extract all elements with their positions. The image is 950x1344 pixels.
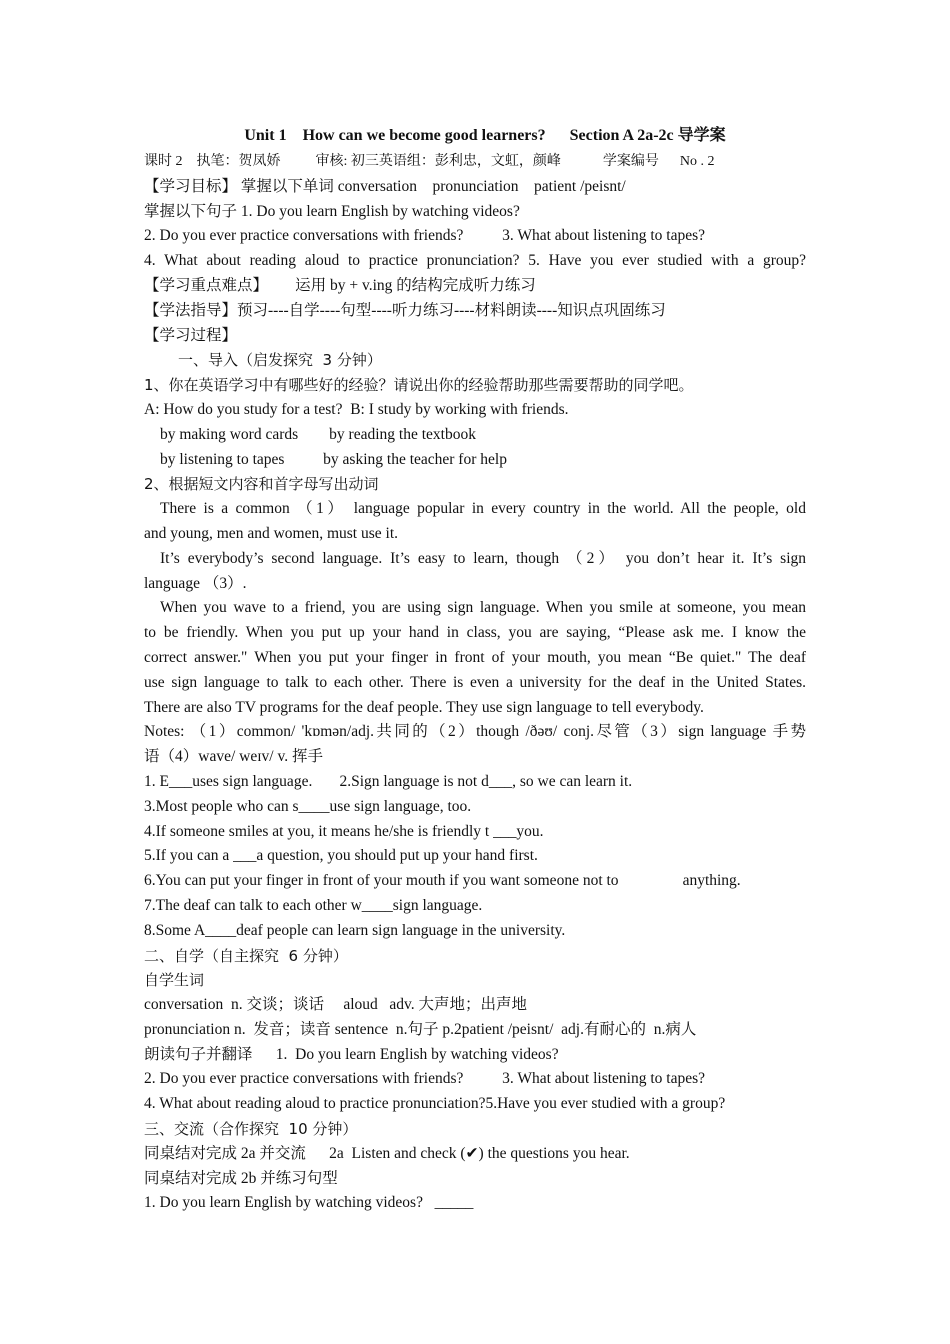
vocab-title: 自学生词 bbox=[144, 971, 205, 990]
passage-line: There are also TV programs for the deaf people. They use sign language to tell everybody. bbox=[144, 698, 704, 716]
worksheet-meta: 课时 2 执笔：贺凤娇 审核: 初三英语组：彭利忠，文虹，颜峰 学案编号 No . 2 bbox=[144, 154, 715, 169]
dialog-line: A: How do you study for a test? B: I study by working with friends. bbox=[144, 400, 569, 418]
question-1: 1、你在英语学习中有哪些好的经验？请说出你的经验帮助那些需要帮助的同学吧。 bbox=[144, 376, 694, 395]
section-2-heading: 二、自学（自主探究 6 分钟） bbox=[144, 946, 348, 965]
section-1-heading: 一、导入（启发探究 3 分钟） bbox=[178, 351, 382, 370]
objectives-line-2: 掌握以下句子 1. Do you learn English by watching videos? bbox=[144, 202, 520, 220]
key-points: 【学习重点难点】 运用 by + v.ing 的结构完成听力练习 bbox=[144, 276, 536, 294]
passage-line: language （3）. bbox=[144, 574, 247, 592]
read-translate-line-2: 2. Do you ever practice conversations with friends? 3. What about listening to tapes? bbox=[144, 1070, 706, 1088]
exercise-line-6 bbox=[144, 869, 806, 894]
exercise-line: 1. E___uses sign language. 2.Sign language is not d___, so we can learn it. bbox=[144, 772, 633, 790]
process-heading: 【学习过程】 bbox=[144, 326, 238, 344]
notes-line-1: Notes: （1）common/ 'kɒmən/adj.共同的（2）though /ðəʊ/ conj.尽管（3）sign language 手势 bbox=[144, 723, 806, 741]
passage-line: use sign language to talk to each other. There is even a university for the deaf in the United States. bbox=[144, 673, 806, 691]
study-method: 【学法指导】预习----自学----句型----听力练习----材料朗读----知识点巩固练习 bbox=[144, 301, 666, 319]
section-3-heading: 三、交流（合作探究 10 分钟） bbox=[144, 1120, 358, 1139]
exercise-6-text: 6.You can put your finger in front of your mouth if you want someone not to bbox=[144, 872, 619, 890]
objectives-line-4: 4. What about reading aloud to practice pronunciation? 5. Have you ever studied with a group? bbox=[144, 252, 806, 270]
passage-line: When you wave to a friend, you are using sign language. When you smile at someone, you mean bbox=[160, 599, 806, 617]
question-2: 2、根据短文内容和首字母写出动词 bbox=[144, 475, 379, 494]
exercise-line: 8.Some A____deaf people can learn sign language in the university. bbox=[144, 921, 566, 939]
passage-line: to be friendly. When you put up your hand in class, you are saying, “Please ask me. I know the bbox=[144, 624, 806, 642]
notes-line-2: 语（4）wave/ weɪv/ v. 挥手 bbox=[144, 748, 323, 766]
study-options-2: by listening to tapes by asking the teacher for help bbox=[160, 450, 507, 468]
read-translate-line-1: 朗读句子并翻译 1. Do you learn English by watching videos? bbox=[144, 1045, 559, 1063]
exercise-line: 3.Most people who can s____use sign language, too. bbox=[144, 797, 472, 815]
passage-line: It’s everybody’s second language. It’s easy to learn, though （2） you don’t hear it. It’s sign bbox=[160, 549, 806, 567]
question-2b-1: 1. Do you learn English by watching videos? _____ bbox=[144, 1194, 474, 1212]
passage-line: correct answer." When you put your finger in front of your mouth, you mean “Be quiet." The deaf bbox=[144, 648, 806, 666]
exercise-line: 4.If someone smiles at you, it means he/she is friendly t ___you. bbox=[144, 822, 544, 840]
worksheet-page bbox=[144, 124, 806, 1216]
exercise-6-tail: anything. bbox=[682, 872, 741, 890]
passage-line: There is a common （1） language popular in every country in the world. All the people, old bbox=[160, 500, 806, 518]
exercise-line: 7.The deaf can talk to each other w____sign language. bbox=[144, 896, 483, 914]
objectives-line-1: 【学习目标】 掌握以下单词 conversation pronunciation patient /peisnt/ bbox=[144, 177, 626, 195]
pair-work-2b: 同桌结对完成 2b 并练习句型 bbox=[144, 1169, 338, 1187]
worksheet-title: Unit 1 How can we become good learners? Section A 2a-2c 导学案 bbox=[244, 127, 726, 144]
passage-line: and young, men and women, must use it. bbox=[144, 524, 398, 542]
pair-work-2a: 同桌结对完成 2a 并交流 2a Listen and check (✔) the questions you hear. bbox=[144, 1144, 630, 1162]
objectives-line-3: 2. Do you ever practice conversations with friends? 3. What about listening to tapes? bbox=[144, 227, 706, 245]
vocab-line-1: conversation n. 交谈；谈话 aloud adv. 大声地；出声地 bbox=[144, 996, 528, 1014]
study-options-1: by making word cards by reading the textbook bbox=[160, 425, 476, 443]
exercise-line: 5.If you can a ___a question, you should put up your hand first. bbox=[144, 847, 538, 865]
vocab-line-2: pronunciation n. 发音；读音 sentence n.句子 p.2patient /peisnt/ adj.有耐心的 n.病人 bbox=[144, 1020, 697, 1038]
read-translate-line-3: 4. What about reading aloud to practice pronunciation?5.Have you ever studied with a group? bbox=[144, 1095, 726, 1113]
